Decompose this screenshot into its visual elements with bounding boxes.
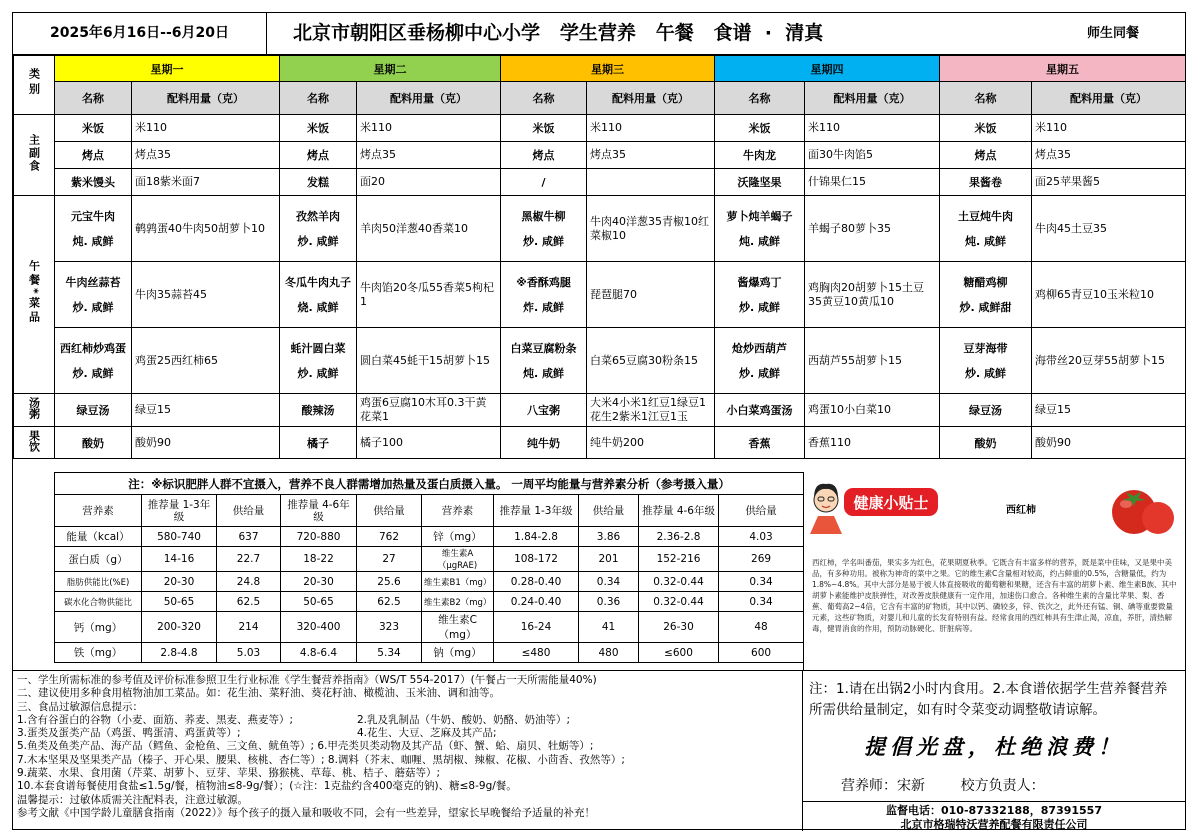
info-box bbox=[803, 670, 1185, 831]
nutrition-cell: 18-22 bbox=[281, 547, 357, 572]
cooking-method: 炒. 咸鲜 bbox=[72, 301, 114, 314]
dish-name: 烤点 bbox=[280, 142, 357, 169]
dish-name: 小白菜鸡蛋汤 bbox=[715, 394, 805, 427]
dish-name: 香蕉 bbox=[715, 427, 805, 459]
category-header: 类别 bbox=[14, 56, 55, 115]
dish-name: 糖醋鸡柳 bbox=[963, 276, 1008, 289]
nutrition-header: 营养素 bbox=[55, 495, 142, 527]
dish-name: 酱爆鸡丁 bbox=[737, 276, 782, 289]
nutrition-cell: 62.5 bbox=[357, 592, 422, 612]
tip-badge-text: 健康小贴士 bbox=[853, 494, 929, 512]
note-line: 3.蛋类及蛋类产品（鸡蛋、鸭蛋清、鸡蛋黄等）; 4.花生、大豆、芝麻及其产品; bbox=[17, 727, 497, 740]
nutrient-name: 能量（kcal） bbox=[55, 527, 142, 547]
nutrient-name: 蛋白质（g） bbox=[55, 547, 142, 572]
nutrition-cell: 762 bbox=[357, 527, 422, 547]
note-line: 1.含有谷蛋白的谷物（小麦、面筋、荞麦、黑麦、燕麦等）; 2.乳及乳制品（牛奶、酸奶、奶酪、奶油等）; bbox=[17, 713, 571, 726]
dish-ingredients: 烤点35 bbox=[132, 142, 280, 169]
category-dishes: 午餐*菜品 bbox=[14, 196, 55, 394]
dish-ingredients: 鸡柳65青豆10玉米粒10 bbox=[1032, 262, 1186, 328]
cooking-method: 炖. 咸鲜 bbox=[738, 235, 780, 248]
nutrient-name: 脂肪供能比(%E) bbox=[55, 572, 142, 592]
nutrition-cell: 48 bbox=[719, 612, 804, 643]
nutrition-header: 供给量 bbox=[217, 495, 281, 527]
dish-name: 纯牛奶 bbox=[501, 427, 587, 459]
cooking-method: 炒. 咸鲜 bbox=[297, 235, 339, 248]
nutrition-cell: 4.03 bbox=[719, 527, 804, 547]
dish-name: 蚝汁圆白菜 bbox=[290, 342, 346, 355]
nutrition-cell: 580-740 bbox=[142, 527, 217, 547]
dish-name: 酸辣汤 bbox=[280, 394, 357, 427]
note-line: 三、食品过敏源信息提示： bbox=[17, 700, 143, 713]
nutrient-name: 碳水化合物供能比 bbox=[55, 592, 142, 612]
nutrient-name: 维生素A（μgRAE) bbox=[422, 547, 494, 572]
nutrition-note: 注：※标识肥胖人群不宜摄入，营养不良人群需增加热量及蛋白质摄入量。 一周平均能量与营养素分析（参考摄入量） bbox=[55, 473, 804, 495]
nutrition-cell: 41 bbox=[579, 612, 639, 643]
dish-name-cell bbox=[940, 262, 1032, 328]
girl-dress bbox=[810, 516, 842, 534]
dish-name: 米饭 bbox=[55, 115, 132, 142]
nutrition-cell: 20-30 bbox=[142, 572, 217, 592]
dish-name-cell bbox=[280, 196, 357, 262]
nutrient-name: 铁（mg） bbox=[55, 643, 142, 663]
nutrition-cell: 152-216 bbox=[639, 547, 719, 572]
day-header-tue: 星期二 bbox=[280, 56, 501, 82]
tomato-highlight bbox=[1120, 500, 1132, 508]
dish-name: 酸奶 bbox=[940, 427, 1032, 459]
note-line: 参考文献《中国学龄儿童膳食指南（2022）》每个孩子的摄入量和吸收不同，会有一些差异，望家长早晚餐给予适量的补充！ bbox=[17, 806, 595, 819]
dish-ingredients: 鸡蛋6豆腐10木耳0.3干黄花菜1 bbox=[357, 394, 501, 427]
nutrition-cell: 2.8-4.8 bbox=[142, 643, 217, 663]
column-header-name: 名称 bbox=[940, 82, 1032, 115]
column-header-ingredients: 配料用量（克） bbox=[805, 82, 940, 115]
dish-ingredients: 酸奶90 bbox=[132, 427, 280, 459]
nutrition-cell: 26-30 bbox=[639, 612, 719, 643]
dish-ingredients: 米110 bbox=[357, 115, 501, 142]
dish-ingredients: 橘子100 bbox=[357, 427, 501, 459]
dish-ingredients: 面20 bbox=[357, 169, 501, 196]
category-fruit: 果饮 bbox=[14, 427, 55, 459]
day-header-thu: 星期四 bbox=[715, 56, 940, 82]
note-line: 7.木本坚果及坚果类产品（榛子、开心果、腰果、核桃、杏仁等）; 8.调料（芥末、咖喱、黑胡椒、辣椒、花椒、小茴香、孜然等）; bbox=[17, 753, 625, 766]
dish-ingredients: 鹌鹑蛋40牛肉50胡萝卜10 bbox=[132, 196, 280, 262]
nutrient-name: 锌（mg） bbox=[422, 527, 494, 547]
dish-ingredients: 面18紫米面7 bbox=[132, 169, 280, 196]
hotline: 监督电话：010-87332188，87391557 bbox=[886, 804, 1102, 817]
dish-ingredients: 西葫芦55胡萝卜15 bbox=[805, 328, 940, 394]
nutrition-header: 供给量 bbox=[579, 495, 639, 527]
dish-name: 绿豆汤 bbox=[940, 394, 1032, 427]
dish-name: 元宝牛肉 bbox=[71, 210, 115, 223]
notes-section bbox=[13, 670, 803, 831]
cooking-method: 炖. 咸鲜 bbox=[72, 235, 114, 248]
nutrition-header: 供给量 bbox=[719, 495, 804, 527]
dish-name: 豆芽海带 bbox=[963, 342, 1008, 355]
day-header-mon: 星期一 bbox=[55, 56, 280, 82]
column-header-ingredients: 配料用量（克） bbox=[587, 82, 715, 115]
nutrient-name: 维生素B1（mg） bbox=[422, 572, 494, 592]
health-tip-box bbox=[803, 472, 1185, 670]
nutrient-name: 维生素B2（mg） bbox=[422, 592, 494, 612]
nutrition-cell: 269 bbox=[719, 547, 804, 572]
dish-ingredients: 烤点35 bbox=[357, 142, 501, 169]
cooking-method: 炖. 咸鲜 bbox=[522, 367, 564, 380]
dish-name: 米饭 bbox=[501, 115, 587, 142]
page-title: 北京市朝阳区垂杨柳中心小学 学生营养 午餐 食谱 · 清真 bbox=[293, 22, 824, 44]
anti-waste-slogan: 提倡光盘，杜绝浪费！ bbox=[864, 734, 1124, 759]
nutrition-cell: 637 bbox=[217, 527, 281, 547]
dish-ingredients: 白菜65豆腐30粉条15 bbox=[587, 328, 715, 394]
dish-ingredients: 圆白菜45蚝干15胡萝卜15 bbox=[357, 328, 501, 394]
column-header-name: 名称 bbox=[501, 82, 587, 115]
dish-ingredients: 什锦果仁15 bbox=[805, 169, 940, 196]
dish-ingredients: 牛肉馅20冬瓜55香菜5枸杞1 bbox=[357, 262, 501, 328]
nutrition-cell: 320-400 bbox=[281, 612, 357, 643]
day-header-wed: 星期三 bbox=[501, 56, 715, 82]
header-bar bbox=[13, 13, 1185, 55]
dish-name: 烤点 bbox=[940, 142, 1032, 169]
tip-food-name: 西红柿 bbox=[1006, 505, 1036, 516]
nutrition-cell: 1.84-2.8 bbox=[494, 527, 579, 547]
nutrition-header: 推荐量 4-6年级 bbox=[281, 495, 357, 527]
note-line: 5.鱼类及鱼类产品、海产品（鳕鱼、金枪鱼、三文鱼、鱿鱼等）; 6.甲壳类贝类动物及其产品（虾、蟹、蛤、扇贝、牡蛎等）; bbox=[17, 740, 594, 753]
dish-ingredients: 牛肉40洋葱35青椒10红菜椒10 bbox=[587, 196, 715, 262]
dish-ingredients: 面25苹果酱5 bbox=[1032, 169, 1186, 196]
nutrition-cell: 200-320 bbox=[142, 612, 217, 643]
dish-name: 米饭 bbox=[280, 115, 357, 142]
dish-name-cell bbox=[715, 328, 805, 394]
tip-text: 西红柿，学名叫番茄，果实多为红色，花果期夏秋季。它既含有丰富多样的营养，既是菜中佳味，又是果中美品，有多种功用。被称为神奇的菜中之果。它的维生素C含量相对较高，约占鲜重的0.5%，含糖量低，约为1.8%~4.8%。其中大部分是易于被人体直接吸收的葡萄糖和果糖，还含有丰富的胡萝卜素、维生素B族、其中胡萝卜素能维护皮肤弹性，对改善皮肤健康有一定作用，加速伤口愈合。各种维生素的含量比苹果、梨、香蕉、葡萄高2~4倍，它含有丰富的矿物质，其中以钙、磷较多，锌、铁次之，此外还有锰、铜、碘等重要微量元素，这些矿物质，对婴儿和儿童的长发育特别有益。经常食用的西红柿具有生津止渴，凉血，养肝，清热解毒，健胃消食的作用，预防动脉硬化、肝脏病等。 bbox=[812, 558, 1177, 633]
dish-ingredients: 鸡蛋25西红柿65 bbox=[132, 328, 280, 394]
dish-name: 牛肉丝蒜苔 bbox=[65, 276, 121, 289]
nutrition-cell: 24.8 bbox=[217, 572, 281, 592]
nutrition-cell: 0.28-0.40 bbox=[494, 572, 579, 592]
nutrition-cell: 5.03 bbox=[217, 643, 281, 663]
dish-name-cell bbox=[715, 196, 805, 262]
nutrition-cell: 3.86 bbox=[579, 527, 639, 547]
note-line: 温馨提示：过敏体质需关注配料表，注意过敏源。 bbox=[17, 793, 248, 806]
cooking-method: 炸. 咸鲜 bbox=[522, 301, 564, 314]
column-header-ingredients: 配料用量（克） bbox=[132, 82, 280, 115]
health-tip-banner bbox=[804, 472, 1186, 544]
cooking-method: 炖. 咸鲜 bbox=[964, 235, 1006, 248]
dish-ingredients: 纯牛奶200 bbox=[587, 427, 715, 459]
dish-name: 酸奶 bbox=[55, 427, 132, 459]
menu-sheet bbox=[12, 12, 1186, 830]
dish-name: 牛肉龙 bbox=[715, 142, 805, 169]
dish-name: / bbox=[501, 169, 587, 196]
dish-name-cell bbox=[501, 262, 587, 328]
nutrition-header: 推荐量 1-3年级 bbox=[142, 495, 217, 527]
column-header-name: 名称 bbox=[55, 82, 132, 115]
nutrition-header: 供给量 bbox=[357, 495, 422, 527]
dish-name: 果酱卷 bbox=[940, 169, 1032, 196]
dish-ingredients: 牛肉35蒜苔45 bbox=[132, 262, 280, 328]
nutrition-cell: 22.7 bbox=[217, 547, 281, 572]
nutrition-cell: 108-172 bbox=[494, 547, 579, 572]
nutrition-header: 推荐量 1-3年级 bbox=[494, 495, 579, 527]
nutrition-cell: ≤480 bbox=[494, 643, 579, 663]
nutrition-cell: 50-65 bbox=[142, 592, 217, 612]
dish-ingredients: 鸡胸肉20胡萝卜15土豆35黄豆10黄瓜10 bbox=[805, 262, 940, 328]
serving-note: 注：1.请在出锅2小时内食用。2.本食谱依据学生营养餐营养所需供给量制定，如有时令菜变动调整敬请谅解。 bbox=[809, 681, 1168, 718]
dish-name: 萝卜炖羊蝎子 bbox=[726, 210, 793, 223]
nutrition-cell: 2.36-2.8 bbox=[639, 527, 719, 547]
category-staple: 主副食 bbox=[14, 115, 55, 196]
nutrition-cell: 323 bbox=[357, 612, 422, 643]
dish-name: 烤点 bbox=[55, 142, 132, 169]
dish-name: 烤点 bbox=[501, 142, 587, 169]
cooking-method: 炒. 咸鲜 bbox=[522, 235, 564, 248]
dish-name-cell bbox=[940, 328, 1032, 394]
dish-name-cell bbox=[55, 328, 132, 394]
nutrition-cell: 5.34 bbox=[357, 643, 422, 663]
dish-name: 发糕 bbox=[280, 169, 357, 196]
dish-name: 橘子 bbox=[280, 427, 357, 459]
dish-name: 冬瓜牛肉丸子 bbox=[285, 276, 351, 289]
nutrition-cell: 0.34 bbox=[579, 572, 639, 592]
dish-name-cell bbox=[280, 328, 357, 394]
dish-name: 米饭 bbox=[715, 115, 805, 142]
dish-name: 黑椒牛柳 bbox=[521, 210, 566, 223]
dish-name-cell bbox=[501, 328, 587, 394]
dish-ingredients: 酸奶90 bbox=[1032, 427, 1186, 459]
nutrition-cell: 0.24-0.40 bbox=[494, 592, 579, 612]
contact-footer bbox=[803, 801, 1185, 832]
dish-ingredients: 面30牛肉馅5 bbox=[805, 142, 940, 169]
note-line: 二、建议使用多种食用植物油加工菜品。如：花生油、菜籽油、葵花籽油、橄榄油、玉米油、调和油等。 bbox=[17, 687, 500, 700]
nutrient-name: 钠（mg） bbox=[422, 643, 494, 663]
nutrition-cell: 27 bbox=[357, 547, 422, 572]
nutrition-cell: 16-24 bbox=[494, 612, 579, 643]
dish-name: 八宝粥 bbox=[501, 394, 587, 427]
dish-ingredients: 绿豆15 bbox=[1032, 394, 1186, 427]
dish-name: 绿豆汤 bbox=[55, 394, 132, 427]
dish-ingredients: 米110 bbox=[1032, 115, 1186, 142]
note-line: 9.蔬菜、水果、食用菌（芹菜、胡萝卜、豆芽、苹果、猕猴桃、草莓、桃、桔子、蘑菇等）; bbox=[17, 767, 441, 780]
dish-ingredients: 绿豆15 bbox=[132, 394, 280, 427]
column-header-ingredients: 配料用量（克） bbox=[1032, 82, 1186, 115]
dish-ingredients: 大米4小米1红豆1绿豆1花生2紫米1江豆1玉 bbox=[587, 394, 715, 427]
dish-name-cell bbox=[55, 196, 132, 262]
dish-name-cell bbox=[715, 262, 805, 328]
dish-ingredients: 烤点35 bbox=[587, 142, 715, 169]
nutrition-cell: 480 bbox=[579, 643, 639, 663]
dish-name: ※香酥鸡腿 bbox=[516, 276, 571, 289]
day-header-fri: 星期五 bbox=[940, 56, 1186, 82]
dish-name: 沃隆坚果 bbox=[715, 169, 805, 196]
note-line: 10.本套食谱每餐使用食盐≤1.5g/餐，植物油≤8-9g/餐）；(☆注：1克盐约含400毫克的钠)、糖≤8-9g/餐。 bbox=[17, 780, 517, 793]
dish-name-cell bbox=[55, 262, 132, 328]
nutrition-cell: 14-16 bbox=[142, 547, 217, 572]
dish-name: 炝炒西葫芦 bbox=[732, 342, 787, 355]
nutrient-name: 维生素C（mg） bbox=[422, 612, 494, 643]
tomato-image bbox=[1112, 490, 1174, 534]
nutrition-cell: 0.36 bbox=[579, 592, 639, 612]
nutrition-header: 推荐量 4-6年级 bbox=[639, 495, 719, 527]
nutrition-cell: 62.5 bbox=[217, 592, 281, 612]
nutrient-name: 钙（mg） bbox=[55, 612, 142, 643]
cooking-method: 炒. 咸鲜 bbox=[964, 367, 1006, 380]
dish-name: 西红柿炒鸡蛋 bbox=[60, 342, 126, 355]
dish-ingredients: 琵琶腿70 bbox=[587, 262, 715, 328]
dish-ingredients: 米110 bbox=[587, 115, 715, 142]
date-range: 2025年6月16日--6月20日 bbox=[13, 13, 267, 54]
dish-name: 白菜豆腐粉条 bbox=[510, 342, 577, 355]
column-header-ingredients: 配料用量（克） bbox=[357, 82, 501, 115]
cooking-method: 烧. 咸鲜 bbox=[297, 301, 339, 314]
dish-name: 紫米馒头 bbox=[55, 169, 132, 196]
nutrition-cell: 0.32-0.44 bbox=[639, 572, 719, 592]
nutrition-cell: 214 bbox=[217, 612, 281, 643]
nutrition-cell: ≤600 bbox=[639, 643, 719, 663]
note-line: 一、学生所需标准的参考值及评价标准参照卫生行业标准《学生餐营养指南》（WS/T 554-2017）(午餐占一天所需能量40%) bbox=[17, 674, 597, 686]
column-header-name: 名称 bbox=[280, 82, 357, 115]
nutrition-cell: 0.32-0.44 bbox=[639, 592, 719, 612]
dish-ingredients: 烤点35 bbox=[1032, 142, 1186, 169]
nutrition-cell: 20-30 bbox=[281, 572, 357, 592]
dish-ingredients: 米110 bbox=[132, 115, 280, 142]
nutrition-cell: 4.8-6.4 bbox=[281, 643, 357, 663]
dish-name: 孜然羊肉 bbox=[296, 210, 340, 223]
nutrition-cell: 25.6 bbox=[357, 572, 422, 592]
dining-note: 师生同餐 bbox=[1086, 26, 1139, 41]
nutrition-cell: 600 bbox=[719, 643, 804, 663]
cooking-method: 炒. 咸鲜 bbox=[297, 367, 339, 380]
dish-name-cell bbox=[940, 196, 1032, 262]
staff-line: 营养师：宋新 校方负责人： bbox=[841, 778, 1045, 794]
cooking-method: 炒. 咸鲜甜 bbox=[959, 301, 1012, 314]
cooking-method: 炒. 咸鲜 bbox=[738, 301, 780, 314]
category-soup: 汤粥 bbox=[14, 394, 55, 427]
dish-ingredients bbox=[587, 169, 715, 196]
dish-ingredients: 米110 bbox=[805, 115, 940, 142]
dish-name: 米饭 bbox=[940, 115, 1032, 142]
dish-ingredients: 牛肉45土豆35 bbox=[1032, 196, 1186, 262]
nutrition-cell: 0.34 bbox=[719, 572, 804, 592]
nutrition-cell: 0.34 bbox=[719, 592, 804, 612]
nutrition-cell: 50-65 bbox=[281, 592, 357, 612]
cooking-method: 炒. 咸鲜 bbox=[72, 367, 114, 380]
dish-ingredients: 鸡蛋10小白菜10 bbox=[805, 394, 940, 427]
nutrition-table bbox=[54, 472, 804, 663]
dish-name-cell bbox=[280, 262, 357, 328]
dish-ingredients: 羊肉50洋葱40香菜10 bbox=[357, 196, 501, 262]
tomato-body-2 bbox=[1142, 502, 1174, 534]
dish-ingredients: 香蕉110 bbox=[805, 427, 940, 459]
dish-ingredients: 羊蝎子80萝卜35 bbox=[805, 196, 940, 262]
dish-name-cell bbox=[501, 196, 587, 262]
column-header-name: 名称 bbox=[715, 82, 805, 115]
cooking-method: 炒. 咸鲜 bbox=[738, 367, 780, 380]
nutrition-cell: 720-880 bbox=[281, 527, 357, 547]
dish-ingredients: 海带丝20豆芽55胡萝卜15 bbox=[1032, 328, 1186, 394]
nutrition-header: 营养素 bbox=[422, 495, 494, 527]
girl-illustration bbox=[810, 484, 842, 534]
dish-name: 土豆炖牛肉 bbox=[958, 210, 1013, 223]
nutrition-cell: 201 bbox=[579, 547, 639, 572]
menu-table bbox=[13, 55, 1186, 459]
company-name: 北京市格瑞特沃营养配餐有限责任公司 bbox=[900, 818, 1088, 831]
